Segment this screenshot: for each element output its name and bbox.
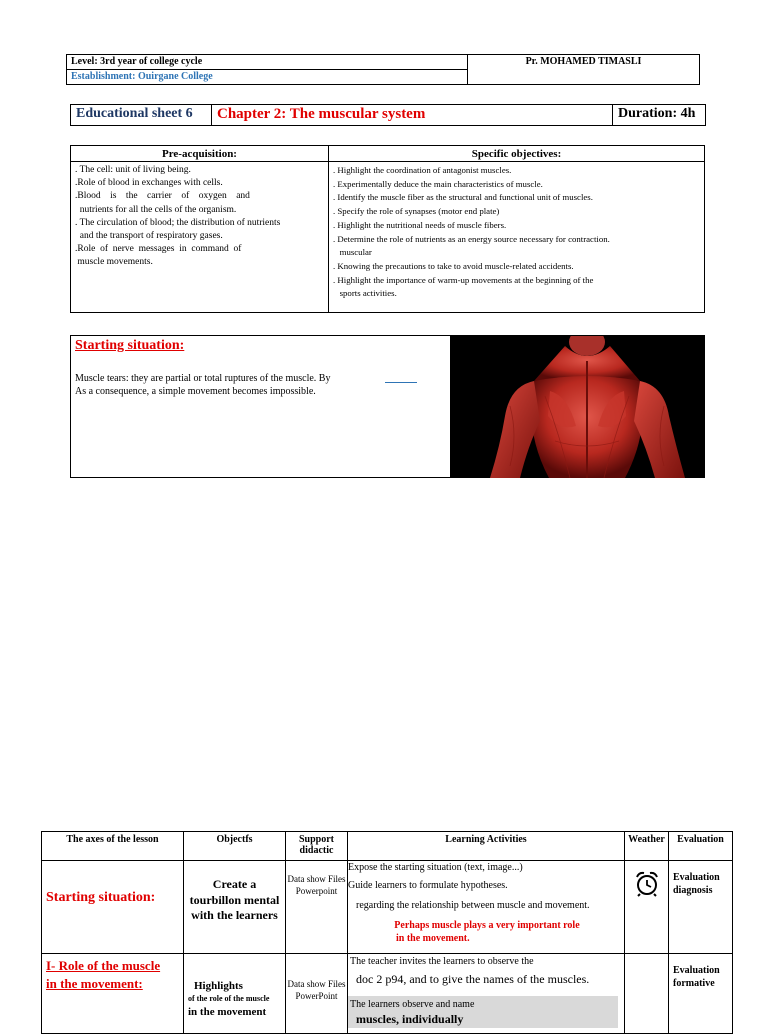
- activity-line: regarding the relationship between muscle and movement.: [356, 900, 590, 911]
- activity-line: The teacher invites the learners to observe the: [350, 956, 534, 967]
- list-item: .Role of nerve messages in command of: [75, 244, 242, 255]
- prerequisites-table: [70, 145, 705, 313]
- level-cell: Level: 3rd year of college cycle: [67, 55, 468, 70]
- establishment-cell: Establishment: Ouirgane College: [67, 70, 468, 85]
- axis-role-of-muscle: [42, 954, 184, 1034]
- objectives-list: [329, 162, 705, 313]
- evaluation-cell: Evaluation diagnosis: [669, 861, 733, 954]
- hypothesis-line: in the movement.: [396, 933, 470, 944]
- learner-activity: [348, 996, 618, 1028]
- list-item: .Role of blood in exchanges with cells.: [75, 178, 223, 189]
- activity-line: Guide learners to formulate hypotheses.: [348, 880, 508, 891]
- weather-cell: [625, 861, 669, 954]
- chapter-title: Chapter 2: The muscular system: [212, 105, 613, 126]
- starting-situation-box: [70, 335, 705, 478]
- list-item: . Knowing the precautions to take to avoid muscle-related accidents.: [333, 260, 574, 271]
- objective-cell: Create a tourbillon mental with the learners: [184, 861, 286, 954]
- header-table: [66, 54, 700, 85]
- list-item: muscle movements.: [75, 257, 153, 268]
- starting-situation-title: Starting situation:: [75, 338, 185, 353]
- list-item: nutrients for all the cells of the organism.: [75, 204, 237, 215]
- list-item: and the transport of respiratory gases.: [75, 231, 223, 242]
- hypothesis-line: Perhaps muscle plays a very important role: [384, 920, 570, 931]
- sheet-title: Educational sheet 6: [71, 105, 212, 126]
- axis-label: I- Role of the muscle: [46, 958, 161, 973]
- list-item: . Highlight the nutritional needs of muscle fibers.: [333, 219, 507, 230]
- lesson-table: [41, 831, 733, 1034]
- pre-acquisition-header: Pre-acquisition:: [71, 146, 329, 162]
- activity-line: muscles, individually: [356, 1012, 464, 1026]
- evaluation-cell: Evaluation formative: [669, 954, 733, 1034]
- duration: Duration: 4h: [613, 105, 706, 126]
- list-item: sports activities.: [333, 288, 397, 299]
- list-item: . Determine the role of nutrients as an energy source necessary for contraction.: [333, 233, 610, 244]
- objective-line: Highlights: [194, 980, 243, 992]
- hyperlink-underline[interactable]: [385, 382, 417, 383]
- table-row: [42, 861, 733, 954]
- teacher-cell: Pr. MOHAMED TIMASLI: [468, 55, 700, 85]
- list-item: . Highlight the importance of warm-up movements at the beginning of the: [333, 274, 594, 285]
- weather-cell: [625, 954, 669, 1034]
- axis-label: in the movement:: [46, 976, 143, 991]
- muscular-back-illustration: [450, 336, 705, 478]
- objective-cell: [184, 954, 286, 1034]
- alarm-clock-icon: [635, 871, 659, 897]
- header-support: Support didactic: [286, 832, 348, 861]
- header-weather: Weather: [625, 832, 669, 861]
- table-header-row: [42, 832, 733, 861]
- activities-cell: [348, 954, 625, 1034]
- list-item: muscular: [333, 247, 372, 258]
- list-item: . The circulation of blood; the distribution of nutrients: [75, 217, 281, 228]
- activity-line: The learners observe and name: [350, 999, 475, 1010]
- list-item: . The cell: unit of living being.: [75, 165, 191, 175]
- situation-line: Muscle tears: they are partial or total ruptures of the muscle. By: [75, 373, 331, 384]
- objective-line: of the role of the muscle: [188, 994, 270, 1003]
- situation-line: As a consequence, a simple movement becomes impossible.: [75, 386, 316, 397]
- starting-situation-text: [75, 372, 330, 398]
- axis-label: Starting situation:: [46, 890, 156, 905]
- list-item: . Identify the muscle fiber as the structural and functional unit of muscles.: [333, 192, 593, 203]
- support-cell: Data show Files PowerPoint: [286, 954, 348, 1034]
- header-axes: The axes of the lesson: [42, 832, 184, 861]
- axis-starting-situation: [42, 861, 184, 954]
- header-evaluation: Evaluation: [669, 832, 733, 861]
- list-item: . Experimentally deduce the main characteristics of muscle.: [333, 178, 543, 189]
- activity-line: Expose the starting situation (text, image...): [348, 862, 523, 873]
- objectives-header: Specific objectives:: [329, 146, 705, 162]
- activities-cell: [348, 861, 625, 954]
- header-objectives: Objectfs: [184, 832, 286, 861]
- objective-line: in the movement: [188, 1006, 267, 1018]
- table-row: [42, 954, 733, 1034]
- list-item: . Highlight the coordination of antagonist muscles.: [333, 165, 512, 175]
- list-item: .Blood is the carrier of oxygen and: [75, 191, 250, 202]
- list-item: . Specify the role of synapses (motor end plate): [333, 206, 500, 217]
- pre-acquisition-list: [71, 162, 329, 313]
- muscle-figure-svg: [450, 336, 705, 478]
- header-activities: Learning Activities: [348, 832, 625, 861]
- support-cell: Data show Files Powerpoint: [286, 861, 348, 954]
- title-table: [70, 104, 706, 126]
- activity-line: doc 2 p94, and to give the names of the muscles.: [356, 972, 590, 986]
